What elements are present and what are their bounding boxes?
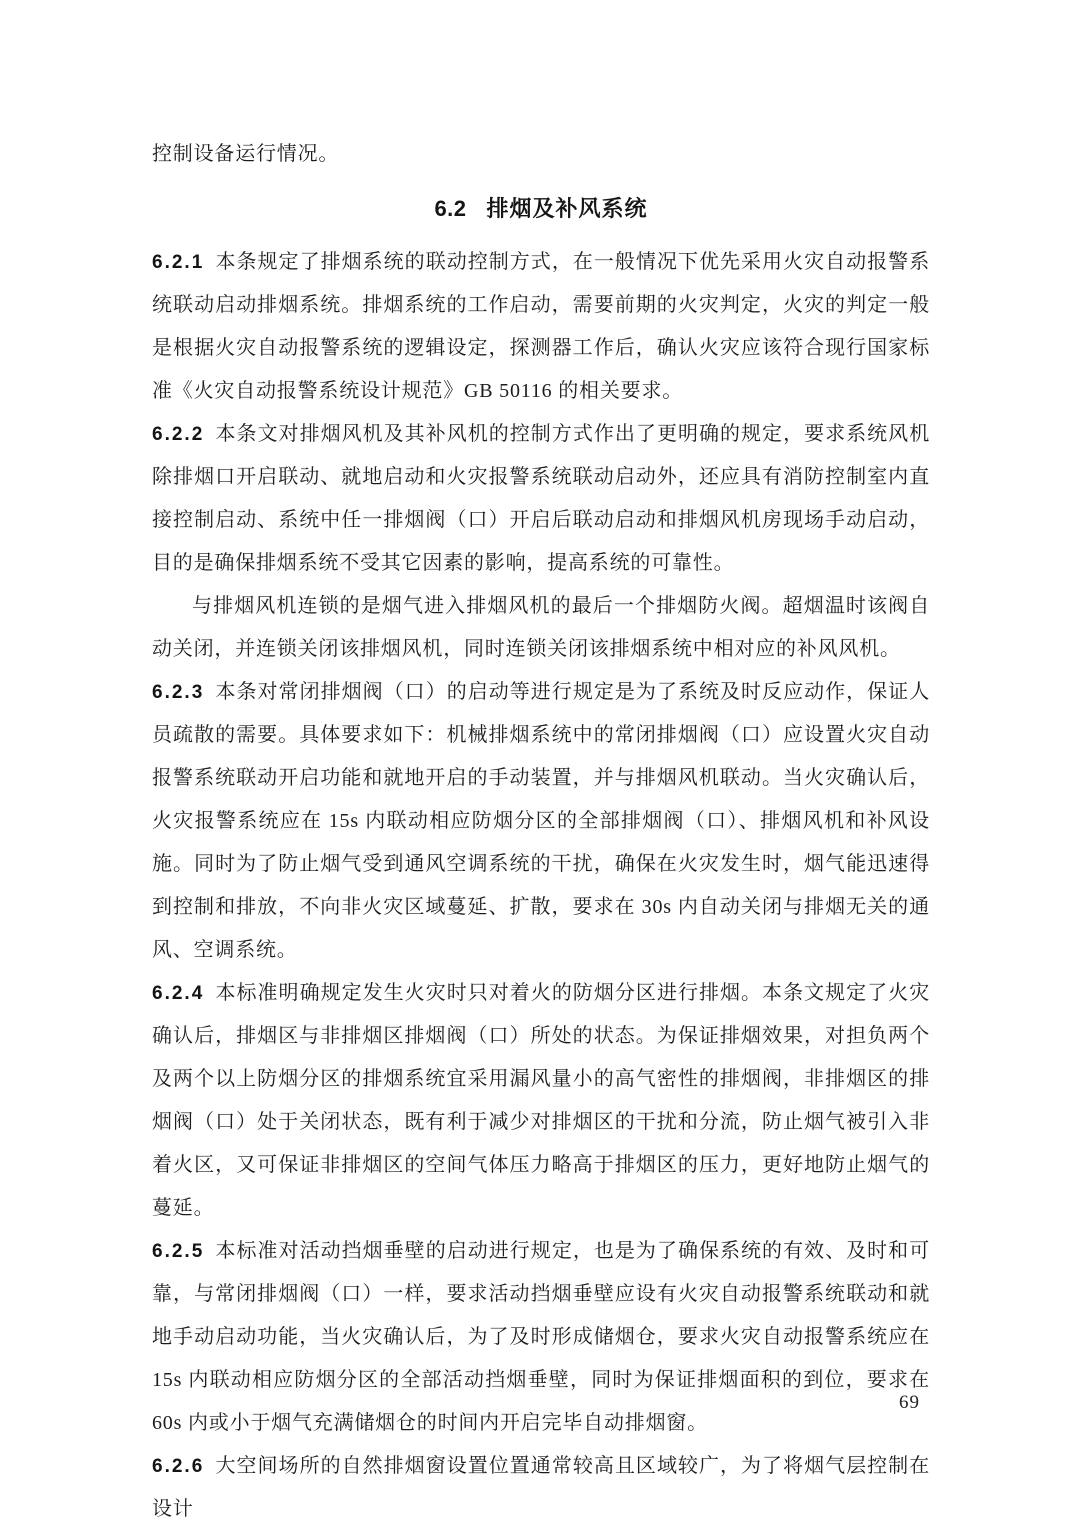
clause-number: 6.2.5 [152,1241,205,1262]
clause-number: 6.2.3 [152,682,205,703]
paragraph-6-2-5 [152,1230,930,1445]
clause-text: 与排烟风机连锁的是烟气进入排烟风机的最后一个排烟防火阀。超烟温时该阀自动关闭，并连锁关闭该排烟风机，同时连锁关闭该排烟系统中相对应的补风风机。 [152,595,930,660]
clause-number: 6.2.4 [152,983,205,1004]
paragraph-6-2-4 [152,972,930,1230]
paragraph-6-2-6 [152,1445,930,1527]
clause-text: 本条规定了排烟系统的联动控制方式，在一般情况下优先采用火灾自动报警系统联动启动排烟系统。排烟系统的工作启动，需要前期的火灾判定，火灾的判定一般是根据火灾自动报警系统的逻辑设定，探测器工作后，确认火灾应该符合现行国家标准《火灾自动报警系统设计规范》GB 50116 的相关要求。 [152,251,930,402]
section-heading-title: 排烟及补风系统 [486,196,648,221]
section-heading [152,194,930,224]
clause-text: 本标准对活动挡烟垂壁的启动进行规定，也是为了确保系统的有效、及时和可靠，与常闭排烟阀（口）一样，要求活动挡烟垂壁应设有火灾自动报警系统联动和就地手动启动功能，当火灾确认后，为了及时形成储烟仓，要求火灾自动报警系统应在 15s 内联动相应防烟分区的全部活动挡烟垂壁，同时为保证排烟面积的到位，要求在 60s 内或小于烟气充满储烟仓的时间内开启完毕自动排烟窗。 [152,1240,930,1434]
paragraph-plain [152,585,930,671]
paragraph-6-2-2 [152,413,930,585]
page-number: 69 [899,1392,920,1413]
clause-number: 6.2.6 [152,1456,205,1477]
clause-text: 本条对常闭排烟阀（口）的启动等进行规定是为了系统及时反应动作，保证人员疏散的需要。具体要求如下：机械排烟系统中的常闭排烟阀（口）应设置火灾自动报警系统联动开启功能和就地开启的手动装置，并与排烟风机联动。当火灾确认后，火灾报警系统应在 15s 内联动相应防烟分区的全部排烟阀（口）、排烟风机和补风设施。同时为了防止烟气受到通风空调系统的干扰，确保在火灾发生时，烟气能迅速得到控制和排放，不向非火灾区域蔓延、扩散，要求在 30s 内自动关闭与排烟无关的通风、空调系统。 [152,681,930,961]
section-heading-number: 6.2 [434,196,467,221]
paragraph-intro: 控制设备运行情况。 [152,143,340,165]
clause-number: 6.2.1 [152,252,205,273]
clause-number: 6.2.2 [152,424,205,445]
paragraph-6-2-3 [152,671,930,972]
paragraph-6-2-1 [152,241,930,413]
clause-text: 本标准明确规定发生火灾时只对着火的防烟分区进行排烟。本条文规定了火灾确认后，排烟区与非排烟区排烟阀（口）所处的状态。为保证排烟效果，对担负两个及两个以上防烟分区的排烟系统宜采用漏风量小的高气密性的排烟阀，非排烟区的排烟阀（口）处于关闭状态，既有利于减少对排烟区的干扰和分流，防止烟气被引入非着火区，又可保证非排烟区的空间气体压力略高于排烟区的压力，更好地防止烟气的蔓延。 [152,982,930,1219]
clause-text: 大空间场所的自然排烟窗设置位置通常较高且区域较广，为了将烟气层控制在设计 [152,1455,930,1520]
clause-text: 本条文对排烟风机及其补风机的控制方式作出了更明确的规定，要求系统风机除排烟口开启联动、就地启动和火灾报警系统联动启动外，还应具有消防控制室内直接控制启动、系统中任一排烟阀（口）开启后联动启动和排烟风机房现场手动启动，目的是确保排烟系统不受其它因素的影响，提高系统的可靠性。 [152,423,930,574]
